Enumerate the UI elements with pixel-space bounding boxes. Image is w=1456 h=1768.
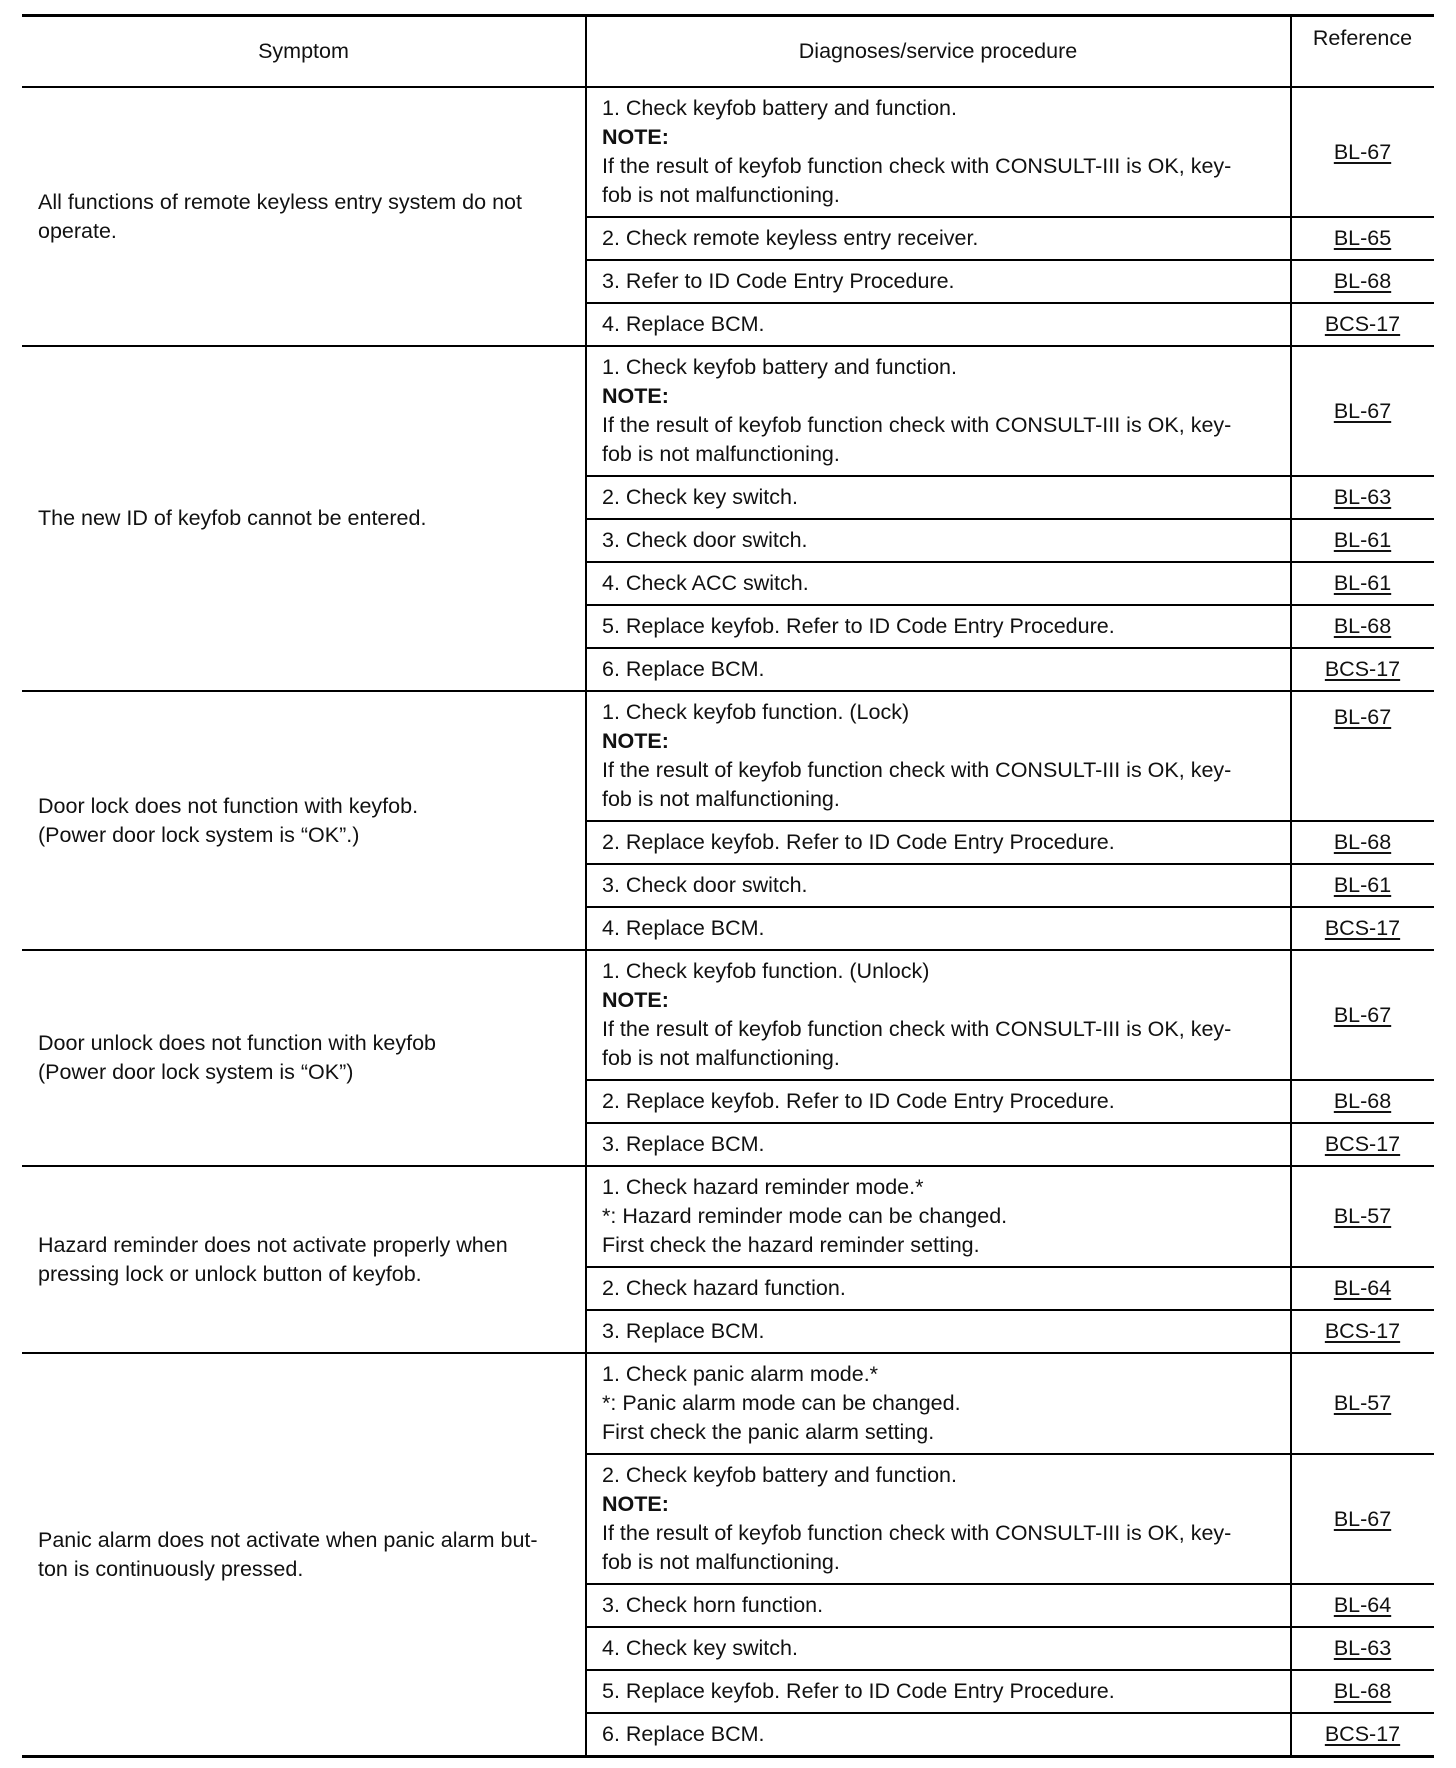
procedure-cell [586,519,1291,562]
procedure-line: 4. Check key switch. [602,1636,798,1660]
reference-cell [1291,1353,1434,1454]
procedure-cell [586,950,1291,1080]
procedure-cell [586,1166,1291,1267]
symptom-line: Panic alarm does not activate when panic alarm but- [38,1527,538,1552]
header-procedure: Diagnoses/service procedure [798,39,1078,63]
procedure-cell [586,648,1291,691]
reference-link[interactable]: BL-68 [1333,614,1392,638]
procedure-line: 4. Replace BCM. [602,916,765,940]
reference-link[interactable]: BL-57 [1333,1204,1392,1228]
procedure-cell [586,864,1291,907]
procedure-cell [586,260,1291,303]
procedure-cell [586,1670,1291,1713]
reference-link[interactable]: BL-63 [1333,485,1392,509]
symptom-cell [22,346,586,691]
procedure-cell [586,1454,1291,1584]
procedure-line: 1. Check keyfob battery and function. [602,96,957,120]
procedure-line: If the result of keyfob function check with CONSULT-III is OK, key- [602,1017,1232,1041]
procedure-line: 5. Replace keyfob. Refer to ID Code Entry Procedure. [602,1679,1115,1703]
procedure-line: 1. Check keyfob function. (Unlock) [602,959,930,983]
reference-cell [1291,1670,1434,1713]
procedure-cell [586,1123,1291,1166]
symptom-line: (Power door lock system is “OK”) [38,1060,354,1084]
reference-cell [1291,691,1434,821]
reference-link[interactable]: BL-68 [1333,269,1392,293]
procedure-cell [586,1584,1291,1627]
symptom-line: Door lock does not function with keyfob. [38,793,419,818]
procedure-cell [586,476,1291,519]
reference-cell [1291,1166,1434,1267]
procedure-line: fob is not malfunctioning. [602,183,840,207]
procedure-line: 2. Replace keyfob. Refer to ID Code Entry Procedure. [602,830,1115,854]
reference-cell [1291,1080,1434,1123]
symptom-cell [22,1166,586,1353]
procedure-line: 2. Check keyfob battery and function. [602,1463,957,1487]
procedure-line: 2. Check remote keyless entry receiver. [602,226,979,250]
procedure-line: If the result of keyfob function check with CONSULT-III is OK, key- [602,413,1232,437]
reference-cell [1291,303,1434,346]
reference-cell [1291,562,1434,605]
reference-link[interactable]: BL-63 [1333,1636,1392,1660]
reference-cell [1291,346,1434,476]
reference-link[interactable]: BCS-17 [1324,1722,1401,1746]
reference-link[interactable]: BL-61 [1333,528,1392,552]
note-label: NOTE: [602,125,669,149]
procedure-line: 1. Check hazard reminder mode.* [602,1175,924,1199]
procedure-line: 1. Check panic alarm mode.* [602,1362,879,1386]
procedure-cell [586,217,1291,260]
symptom-line: All functions of remote keyless entry system do not [38,189,522,214]
procedure-line: *: Panic alarm mode can be changed. [602,1391,961,1415]
procedure-line: 2. Check key switch. [602,485,798,509]
procedure-line: *: Hazard reminder mode can be changed. [602,1204,1008,1228]
reference-cell [1291,1454,1434,1584]
note-label: NOTE: [602,1492,669,1516]
reference-link[interactable]: BL-67 [1333,1506,1392,1531]
table-top-border [22,14,1434,17]
procedure-cell [586,1713,1291,1756]
reference-cell [1291,1123,1434,1166]
reference-cell [1291,821,1434,864]
reference-link[interactable]: BL-61 [1333,571,1392,595]
reference-cell [1291,1627,1434,1670]
procedure-line: First check the hazard reminder setting. [602,1233,980,1257]
reference-link[interactable]: BL-67 [1333,139,1392,164]
reference-link[interactable]: BL-64 [1333,1276,1392,1300]
reference-link[interactable]: BCS-17 [1324,1319,1401,1343]
reference-link[interactable]: BL-61 [1333,873,1392,897]
symptom-line: Hazard reminder does not activate properly when [38,1232,508,1257]
procedure-cell [586,691,1291,821]
procedure-line: 3. Refer to ID Code Entry Procedure. [602,269,955,293]
procedure-cell [586,1267,1291,1310]
reference-link[interactable]: BL-68 [1333,830,1392,854]
reference-cell [1291,519,1434,562]
procedure-line: 1. Check keyfob battery and function. [602,355,957,379]
reference-cell [1291,907,1434,950]
procedure-cell [586,1353,1291,1454]
note-label: NOTE: [602,988,669,1012]
procedure-cell [586,1627,1291,1670]
procedure-line: 6. Replace BCM. [602,1722,765,1746]
procedure-cell [586,562,1291,605]
symptom-line: operate. [38,218,117,243]
header-reference: Reference [1312,26,1413,50]
procedure-line: 3. Check horn function. [602,1593,824,1617]
procedure-cell [586,303,1291,346]
procedure-line: If the result of keyfob function check with CONSULT-III is OK, key- [602,154,1232,178]
procedure-line: 5. Replace keyfob. Refer to ID Code Entry Procedure. [602,614,1115,638]
symptom-line: Door unlock does not function with keyfob [38,1031,436,1055]
reference-cell [1291,648,1434,691]
procedure-line: fob is not malfunctioning. [602,442,840,466]
symptom-line: pressing lock or unlock button of keyfob. [38,1261,422,1286]
procedure-cell [586,1310,1291,1353]
reference-cell [1291,1267,1434,1310]
procedure-cell [586,346,1291,476]
symptom-line: (Power door lock system is “OK”.) [38,822,360,847]
reference-link[interactable]: BL-68 [1333,1089,1392,1113]
procedure-line: 2. Replace keyfob. Refer to ID Code Entry Procedure. [602,1089,1115,1113]
reference-link[interactable]: BL-64 [1333,1593,1392,1617]
reference-cell [1291,950,1434,1080]
procedure-line: 4. Replace BCM. [602,312,765,336]
reference-cell [1291,476,1434,519]
reference-cell [1291,1310,1434,1353]
reference-cell [1291,864,1434,907]
procedure-line: 6. Replace BCM. [602,657,765,681]
reference-cell [1291,260,1434,303]
procedure-cell [586,821,1291,864]
reference-link[interactable]: BL-67 [1333,1002,1392,1027]
reference-link[interactable]: BL-67 [1333,398,1392,423]
symptom-cell [22,1353,586,1756]
reference-link[interactable]: BCS-17 [1324,657,1401,681]
procedure-line: If the result of keyfob function check with CONSULT-III is OK, key- [602,758,1232,782]
procedure-line: 3. Check door switch. [602,528,808,552]
reference-link[interactable]: BL-68 [1333,1679,1392,1703]
note-label: NOTE: [602,384,669,408]
reference-link[interactable]: BL-57 [1333,1391,1392,1415]
note-label: NOTE: [602,729,669,753]
procedure-line: First check the panic alarm setting. [602,1420,935,1444]
procedure-line: 2. Check hazard function. [602,1276,846,1300]
column-divider-1 [585,14,587,1756]
procedure-line: 1. Check keyfob function. (Lock) [602,700,910,724]
column-divider-2 [1290,14,1292,1756]
symptom-line: ton is continuously pressed. [38,1556,304,1581]
procedure-line: 3. Check door switch. [602,873,808,897]
reference-cell [1291,1584,1434,1627]
symptom-cell [22,950,586,1166]
reference-link[interactable]: BL-65 [1333,226,1392,250]
procedure-line: fob is not malfunctioning. [602,1046,840,1070]
symptom-cell [22,87,586,346]
table-bottom-border [22,1755,1434,1758]
procedure-cell [586,1080,1291,1123]
header-symptom: Symptom [258,39,349,63]
symptom-cell [22,691,586,950]
procedure-line: 3. Replace BCM. [602,1132,765,1156]
reference-link[interactable]: BCS-17 [1324,1132,1401,1156]
reference-cell [1291,87,1434,217]
procedure-line: 4. Check ACC switch. [602,571,809,595]
symptom-line: The new ID of keyfob cannot be entered. [38,506,427,530]
procedure-cell [586,87,1291,217]
procedure-line: fob is not malfunctioning. [602,787,840,811]
reference-link[interactable]: BCS-17 [1324,312,1401,336]
procedure-line: 3. Replace BCM. [602,1319,765,1343]
procedure-line: fob is not malfunctioning. [602,1550,840,1574]
procedure-cell [586,907,1291,950]
procedure-cell [586,605,1291,648]
reference-link[interactable]: BL-67 [1333,705,1392,729]
reference-link[interactable]: BCS-17 [1324,916,1401,940]
reference-cell [1291,217,1434,260]
reference-cell [1291,605,1434,648]
procedure-line: If the result of keyfob function check with CONSULT-III is OK, key- [602,1521,1232,1545]
reference-cell [1291,1713,1434,1756]
